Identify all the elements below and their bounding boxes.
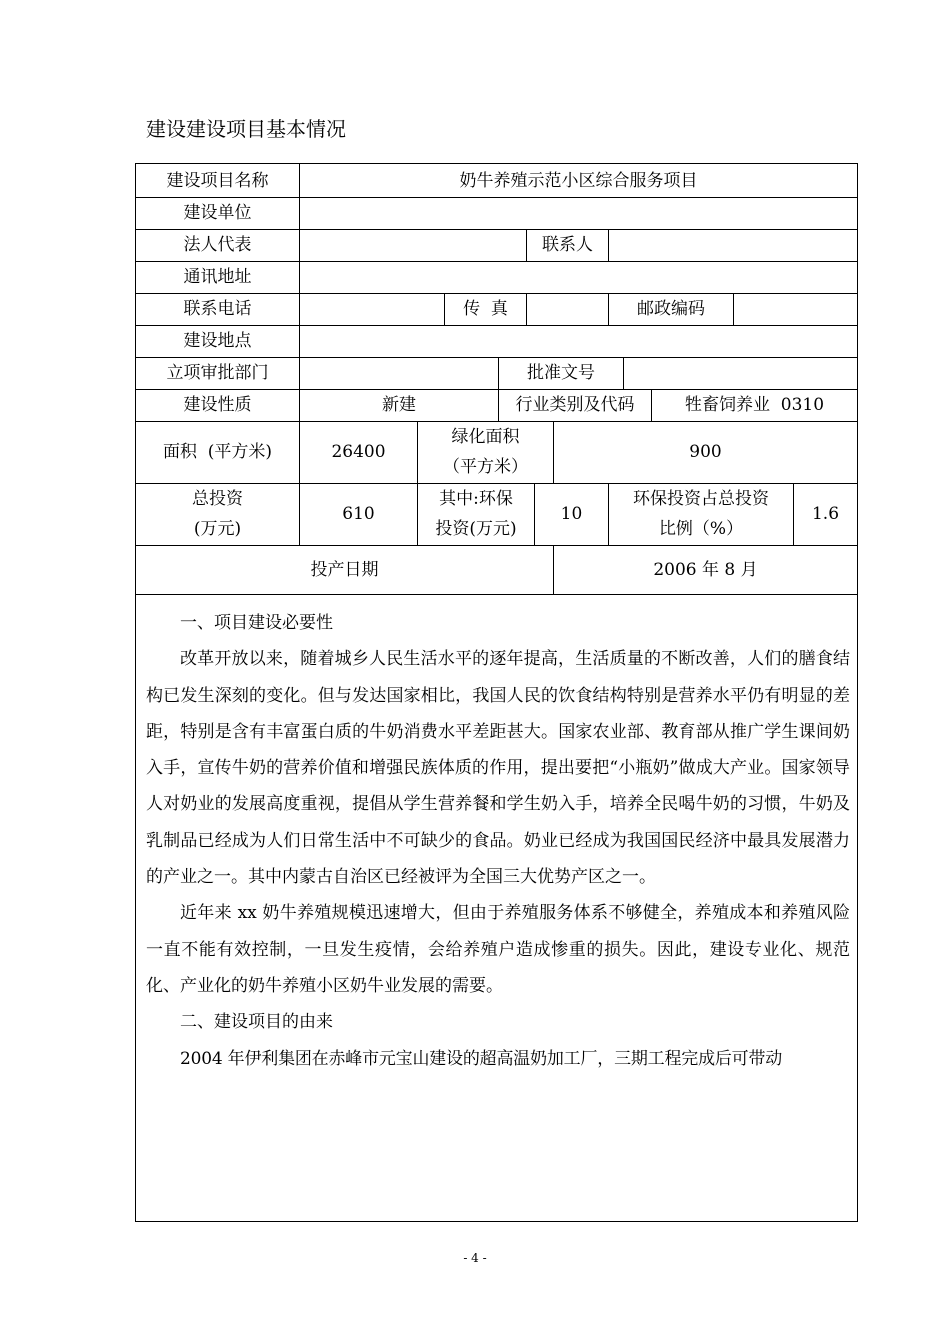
section-heading-necessity: 一、项目建设必要性 <box>180 613 333 633</box>
postcode-label: 邮政编码 <box>637 299 705 319</box>
total-investment-label-line2: (万元) <box>193 519 242 539</box>
total-investment-label-line1: 总投资 <box>192 489 243 509</box>
green-area-label-line2: （平方米） <box>443 457 528 477</box>
construction-nature-label: 建设性质 <box>183 395 252 415</box>
env-investment-label <box>418 483 534 545</box>
paragraph-dairy-scale: 近年来 xx 奶牛养殖规模迅速增大，但由于养殖服务体系不够健全，养殖成本和养殖风险一直不能有效控制，一旦发生疫情，会给养殖户造成惨重的损失。因此，建设专业化、规范化、产业化的奶牛养殖小区奶牛业发展的需要。 <box>146 903 850 996</box>
env-investment-label-line2: 投资(万元) <box>435 519 517 539</box>
mailing-address-label: 通讯地址 <box>183 267 252 287</box>
area-value: 26400 <box>331 442 386 462</box>
approval-department-label: 立项审批部门 <box>166 363 269 383</box>
env-ratio-label <box>609 483 793 545</box>
env-ratio-label-line2: 比例（%） <box>658 519 744 539</box>
env-investment-value: 10 <box>560 504 583 524</box>
construction-nature-value: 新建 <box>382 395 416 415</box>
production-date-label: 投产日期 <box>310 559 379 580</box>
env-investment-label-line1: 其中:环保 <box>439 489 513 509</box>
page-number: - 4 - <box>463 1251 487 1265</box>
industry-category-label: 行业类别及代码 <box>515 395 635 415</box>
green-area-label <box>418 421 553 483</box>
env-ratio-value: 1.6 <box>811 504 840 524</box>
paragraph-necessity: 改革开放以来，随着城乡人民生活水平的逐年提高，生活质量的不断改善，人们的膳食结构已发生深刻的变化。但与发达国家相比，我国人民的饮食结构特别是营养水平仍有明显的差距，特别是含有丰富蛋白质的牛奶消费水平差距甚大。国家农业部、教育部从推广学生课间奶入手，宣传牛奶的营养价值和增强民族体质的作用，提出要把“小瓶奶”做成大产业。国家领导人对奶业的发展高度重视，提倡从学生营养餐和学生奶入手，培养全民喝牛奶的习惯，牛奶及乳制品已经成为人们日常生活中不可缺少的食品。奶业已经成为我国国民经济中最具发展潜力的产业之一。其中内蒙古自治区已经被评为全国三大优势产区之一。 <box>146 649 850 888</box>
page-title: 建设建设项目基本情况 <box>146 117 346 141</box>
paragraph-origin: 2004 年伊利集团在赤峰市元宝山建设的超高温奶加工厂，三期工程完成后可带动 <box>180 1048 783 1069</box>
area-label: 面积 (平方米) <box>162 442 273 462</box>
contact-person-label: 联系人 <box>542 235 593 255</box>
construction-unit-label: 建设单位 <box>183 203 252 223</box>
project-name-label: 建设项目名称 <box>166 170 269 191</box>
total-investment-label <box>136 483 299 545</box>
production-date-value: 2006 年 8 月 <box>653 559 758 580</box>
phone-label: 联系电话 <box>183 299 252 319</box>
fax-label: 传 真 <box>463 299 508 319</box>
legal-representative-label: 法人代表 <box>183 235 252 255</box>
total-investment-value: 610 <box>342 504 375 524</box>
section-heading-origin: 二、建设项目的由来 <box>180 1012 333 1033</box>
project-name-value: 奶牛养殖示范小区综合服务项目 <box>459 170 698 191</box>
env-ratio-label-line1: 环保投资占总投资 <box>633 489 769 509</box>
green-area-value: 900 <box>689 442 722 462</box>
approval-number-label: 批准文号 <box>527 363 595 383</box>
project-description <box>146 605 850 1077</box>
industry-category-value: 牲畜饲养业 0310 <box>684 395 825 415</box>
green-area-label-line1: 绿化面积 <box>451 427 520 447</box>
construction-site-label: 建设地点 <box>183 331 252 351</box>
